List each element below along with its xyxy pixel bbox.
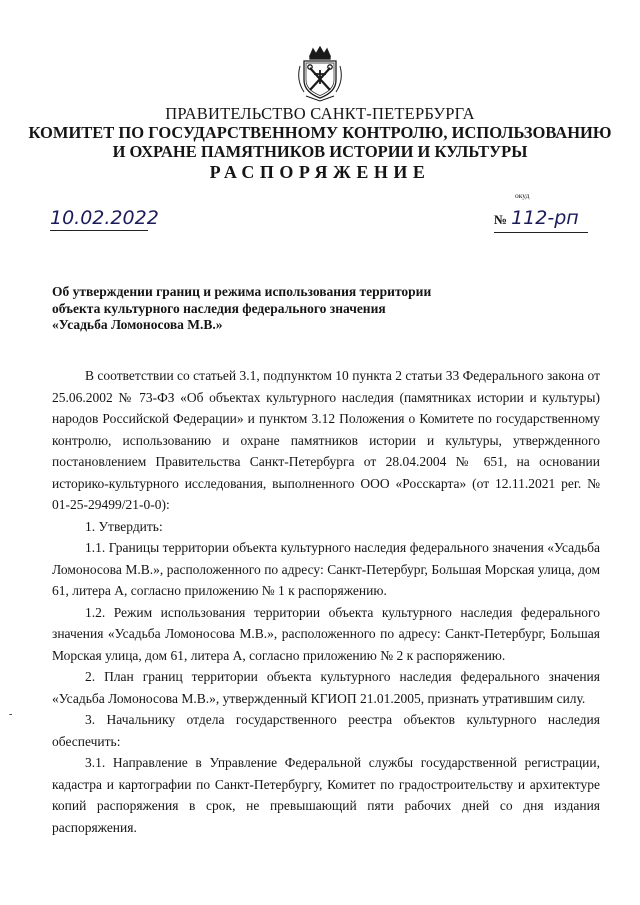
subject-line-3: «Усадьба Ломоносова М.В.»: [52, 317, 223, 332]
subject-line-2: объекта культурного наследия федерального значения: [52, 300, 386, 316]
document-body: [52, 365, 600, 838]
clause-1: 1. Утвердить:: [85, 518, 163, 534]
number-sign: №: [494, 212, 508, 227]
document-title: РАСПОРЯЖЕНИЕ: [209, 162, 431, 182]
committee-name-line-2: И ОХРАНЕ ПАМЯТНИКОВ ИСТОРИИ И КУЛЬТУРЫ: [112, 142, 528, 161]
clause-3: 3. Начальнику отдела государственного реестра объектов культурного наследия обеспечить:: [52, 712, 600, 749]
okud-label: окуд: [515, 191, 530, 200]
document-number: [494, 206, 588, 233]
subject-line-1: Об утверждении границ и режима использования территории: [52, 284, 432, 299]
clause-1-1: 1.1. Границы территории объекта культурного наследия федерального значения «Усадьба Ломоносова М.В.», расположенного по адресу: Санкт-Петербург, Большая Морская улица, дом 61, литера А, согласно приложению № 1 к распоряжению.: [52, 540, 600, 598]
preamble-paragraph: В соответствии со статьей 3.1, подпунктом 10 пункта 2 статьи 33 Федерального закона от 25.06.2002 № 73-ФЗ «Об объектах культурного наследия (памятниках истории и культуры) народов Российской Федерации» и пунктом 3.12 Положения о Комитете по государственному контролю, использованию и охране памятников истории и культуры, утвержденного постановлением Правительства Санкт-Петербурга от 28.04.2004 № 651, на основании историко-культурного исследования, выполненного ООО «Росскарта» (от 12.11.2021 рег. № 01-25-29499/21-0-0):: [52, 368, 600, 512]
clause-2: 2. План границ территории объекта культурного наследия федерального значения «Усадьба Ломоносова М.В.», утвержденный КГИОП 21.01.2005, признать утратившим силу.: [52, 669, 600, 706]
committee-name-line-1: КОМИТЕТ ПО ГОСУДАРСТВЕННОМУ КОНТРОЛЮ, ИСПОЛЬЗОВАНИЮ: [28, 123, 612, 142]
document-subject: [52, 284, 452, 334]
coat-of-arms-emblem: [296, 44, 344, 102]
committee-name: [0, 123, 640, 161]
document-date: 10.02.2022: [50, 207, 159, 229]
number-value: 112-рп: [511, 207, 579, 229]
clause-1-2: 1.2. Режим использования территории объекта культурного наследия федерального значения «Усадьба Ломоносова М.В.», расположенного по адресу: Санкт-Петербург, Большая Морская улица, дом 61, литера А, согласно приложению № 2 к распоряжению.: [52, 604, 600, 663]
government-name: ПРАВИТЕЛЬСТВО САНКТ-ПЕТЕРБУРГА: [165, 104, 475, 123]
clause-3-1: 3.1. Направление в Управление Федеральной службы государственной регистрации, кадастра и картографии по Санкт-Петербургу, Комитет по градостроительству и архитектуре копий распоряжения в срок, не превышающий пяти рабочих дней со дня издания распоряжения.: [52, 755, 600, 835]
margin-mark: -: [9, 709, 13, 720]
